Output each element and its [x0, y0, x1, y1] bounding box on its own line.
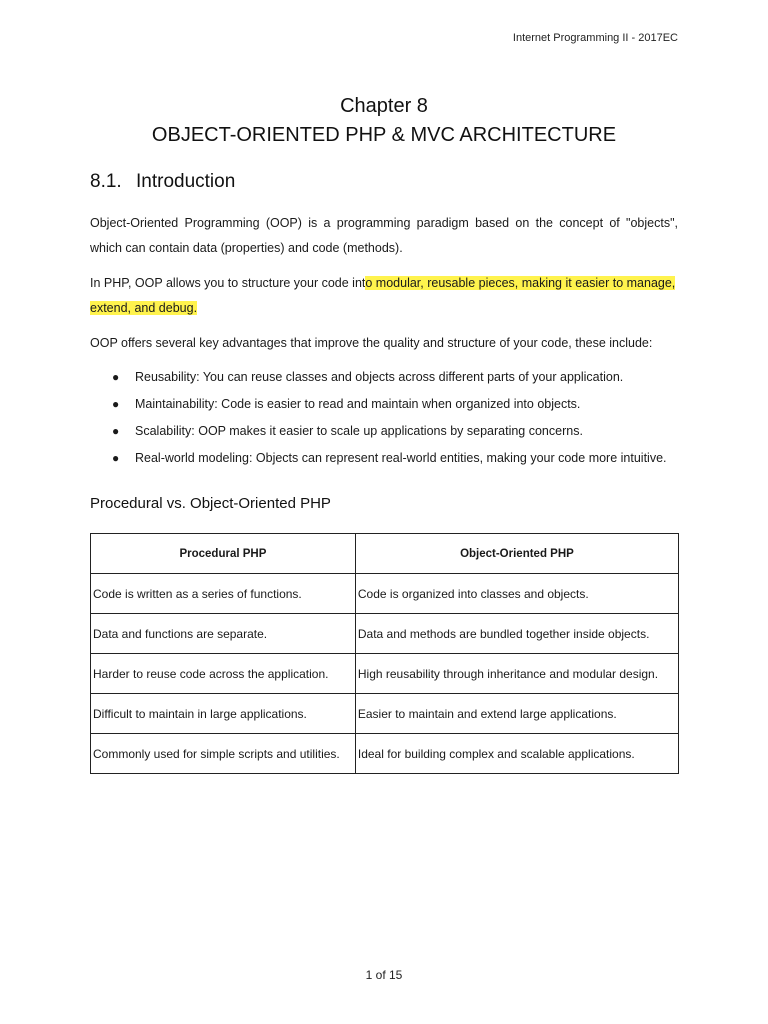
table-row — [91, 574, 679, 614]
table-cell: Data and functions are separate. — [91, 614, 356, 654]
list-item — [112, 419, 667, 446]
bullet-icon: ● — [112, 451, 120, 465]
table-row — [91, 654, 679, 694]
table-cell: Easier to maintain and extend large applications. — [355, 694, 678, 734]
table-cell: High reusability through inheritance and modular design. — [355, 654, 678, 694]
comparison-table — [90, 533, 679, 774]
table-cell: Harder to reuse code across the application. — [91, 654, 356, 694]
bullet-term: Real-world modeling: — [135, 451, 253, 465]
table-cell: Data and methods are bundled together inside objects. — [355, 614, 678, 654]
bullet-term: Reusability: — [135, 370, 200, 384]
column-header-oop: Object-Oriented PHP — [355, 534, 678, 574]
table-cell: Code is written as a series of functions. — [91, 574, 356, 614]
list-item — [112, 365, 667, 392]
bullet-text: Code is easier to read and maintain when organized into objects. — [217, 397, 581, 411]
section-title: Introduction — [136, 171, 236, 192]
bullet-icon: ● — [112, 370, 120, 384]
section-number: 8.1. — [90, 171, 122, 192]
list-item — [112, 446, 667, 473]
table-cell: Commonly used for simple scripts and utilities. — [91, 734, 356, 774]
chapter-number: Chapter 8 — [340, 95, 428, 117]
table-cell: Code is organized into classes and objects. — [355, 574, 678, 614]
paragraph-text: In PHP, OOP allows you to structure your code int — [90, 276, 366, 290]
bullet-term: Maintainability: — [135, 397, 218, 411]
chapter-title: OBJECT-ORIENTED PHP & MVC ARCHITECTURE — [151, 124, 617, 146]
column-header-procedural: Procedural PHP — [91, 534, 356, 574]
bullet-text: OOP makes it easier to scale up applications by separating concerns. — [194, 424, 583, 438]
table-header-row — [91, 534, 679, 574]
intro-paragraph: Object-Oriented Programming (OOP) is a programming paradigm based on the concept of "objects", which can contain data (properties) and code (methods). — [90, 216, 678, 255]
advantages-list — [112, 365, 667, 473]
bullet-text: You can reuse classes and objects across different parts of your application. — [199, 370, 624, 384]
table-row — [91, 694, 679, 734]
oop-php-paragraph — [90, 271, 678, 321]
table-row — [91, 734, 679, 774]
bullet-icon: ● — [112, 397, 120, 411]
comparison-heading: Procedural vs. Object-Oriented PHP — [90, 495, 331, 512]
page-number: 1 of 15 — [365, 968, 403, 982]
table-cell: Ideal for building complex and scalable applications. — [355, 734, 678, 774]
running-header: Internet Programming II - 2017EC — [512, 32, 678, 44]
highlighted-text: o modular, reusable pieces, making it easier to manage, extend, and debug. — [90, 276, 676, 315]
list-item — [112, 392, 667, 419]
table-cell: Difficult to maintain in large applications. — [91, 694, 356, 734]
table-row — [91, 614, 679, 654]
advantages-paragraph: OOP offers several key advantages that improve the quality and structure of your code, these include: — [90, 336, 653, 350]
bullet-term: Scalability: — [135, 424, 195, 438]
bullet-icon: ● — [112, 424, 120, 438]
section-heading — [90, 171, 235, 193]
bullet-text: Objects can represent real-world entities, making your code more intuitive. — [252, 451, 667, 465]
